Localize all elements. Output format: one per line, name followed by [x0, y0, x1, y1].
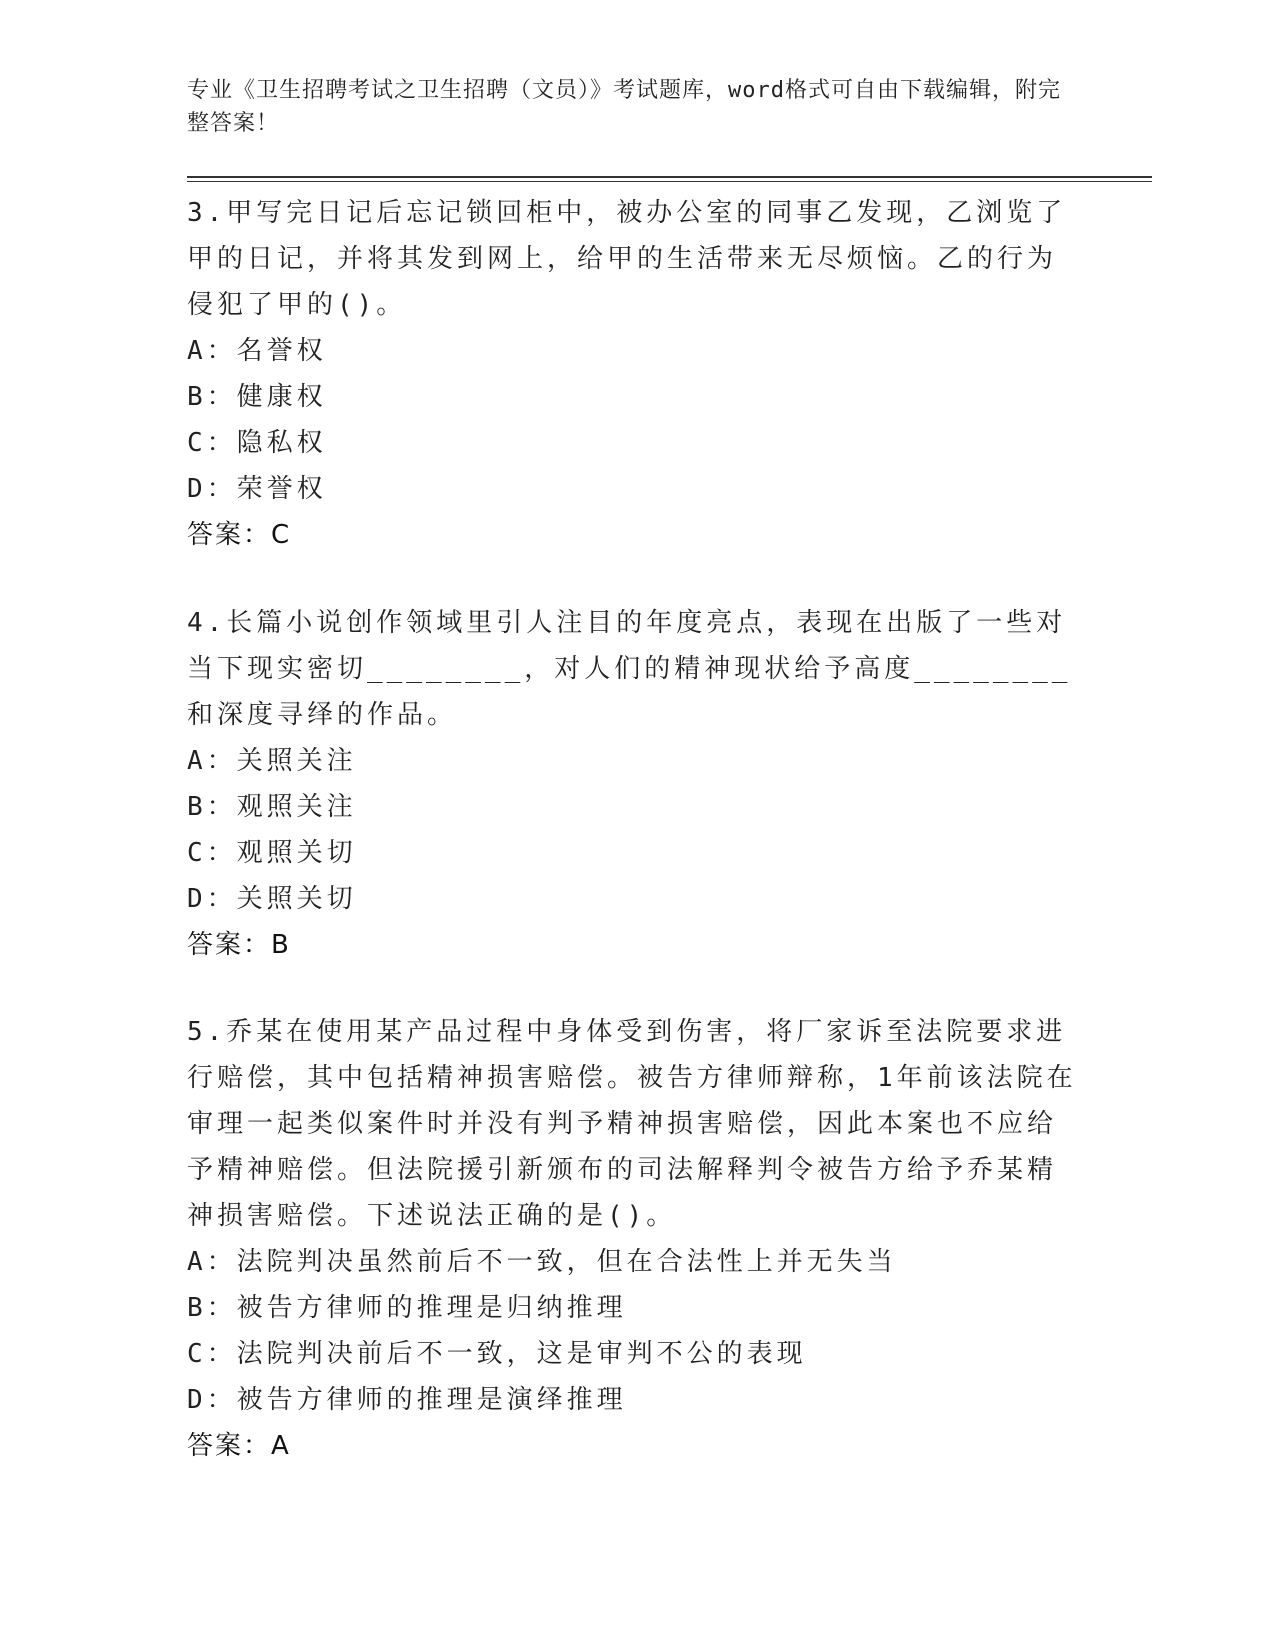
option-c: C：隐私权: [187, 428, 327, 458]
header-divider-thick: [187, 176, 1152, 178]
option-a: A：关照关注: [187, 746, 357, 776]
option-a: A：名誉权: [187, 336, 327, 366]
option-c: C：法院判决前后不一致，这是审判不公的表现: [187, 1339, 807, 1369]
option-b: B：观照关注: [187, 792, 357, 822]
option-a: A：法院判决虽然前后不一致，但在合法性上并无失当: [187, 1247, 897, 1277]
document-header: 专业《卫生招聘考试之卫生招聘（文员）》考试题库，word格式可自由下载编辑，附完整答案！: [187, 78, 1061, 136]
header-divider-thin: [187, 181, 1152, 182]
question-4: [187, 600, 1077, 968]
answer: 答案：C: [187, 520, 292, 550]
question-5: [187, 1009, 1077, 1469]
answer: 答案：B: [187, 930, 291, 960]
option-b: B：被告方律师的推理是归纳推理: [187, 1293, 627, 1323]
option-b: B：健康权: [187, 382, 327, 412]
question-stem: 3.甲写完日记后忘记锁回柜中，被办公室的同事乙发现，乙浏览了甲的日记，并将其发到网上，给甲的生活带来无尽烦恼。乙的行为侵犯了甲的()。: [187, 198, 1067, 320]
option-d: D：被告方律师的推理是演绎推理: [187, 1385, 627, 1415]
option-c: C：观照关切: [187, 838, 357, 868]
question-3: [187, 190, 1077, 558]
option-d: D：关照关切: [187, 884, 357, 914]
option-d: D：荣誉权: [187, 474, 327, 504]
answer: 答案：A: [187, 1431, 291, 1461]
question-stem: 4.长篇小说创作领域里引人注目的年度亮点，表现在出版了一些对当下现实密切________，对人们的精神现状给予高度________和深度寻绎的作品。: [187, 608, 1072, 730]
question-stem: 5.乔某在使用某产品过程中身体受到伤害，将厂家诉至法院要求进行赔偿，其中包括精神损害赔偿。被告方律师辩称，1年前该法院在审理一起类似案件时并没有判予精神损害赔偿，因此本案也不应给予精神赔偿。但法院援引新颁布的司法解释判令被告方给予乔某精神损害赔偿。下述说法正确的是()。: [187, 1017, 1077, 1231]
